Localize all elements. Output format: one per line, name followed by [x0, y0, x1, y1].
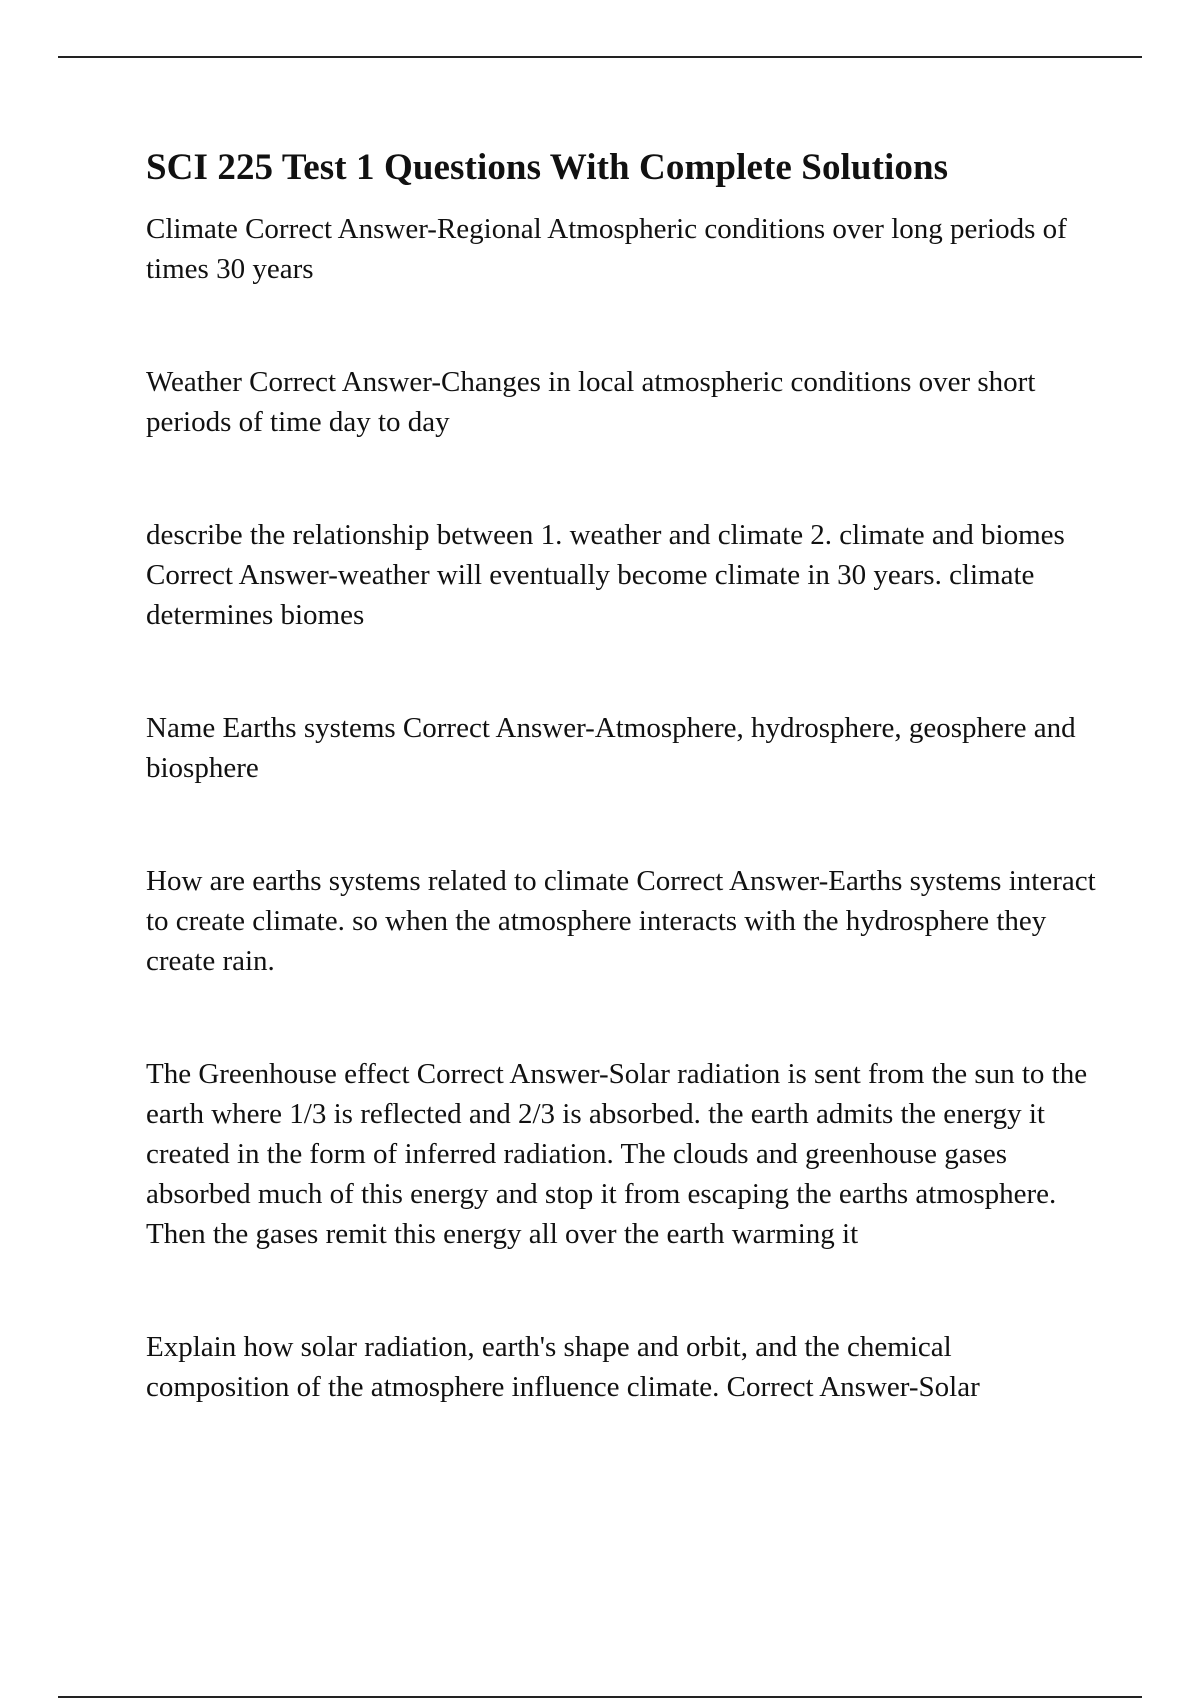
footer-rule [58, 1696, 1142, 1698]
qa-item-greenhouse-effect: The Greenhouse effect Correct Answer-Solar radiation is sent from the sun to the earth where 1/3 is reflected and 2/3 is absorbed. the earth admits the energy it created in the form of inferred radiation. The clouds and greenhouse gases absorbed much of this energy and stop it from escaping the earths atmosphere. Then the gases remit this energy all over the earth warming it [146, 1058, 1088, 1250]
document-title: SCI 225 Test 1 Questions With Complete Solutions [146, 147, 949, 188]
qa-item-weather: Weather Correct Answer-Changes in local atmospheric conditions over short periods of time day to day [146, 366, 1036, 438]
qa-list [146, 209, 1096, 1407]
qa-item-systems-and-climate: How are earths systems related to climate Correct Answer-Earths systems interact to create climate. so when the atmosphere interacts with the hydrosphere they create rain. [146, 865, 1096, 977]
qa-item-climate-influences: Explain how solar radiation, earth's shape and orbit, and the chemical composition of the atmosphere influence climate. Correct Answer-Solar [146, 1331, 980, 1403]
qa-item-climate: Climate Correct Answer-Regional Atmospheric conditions over long periods of times 30 years [146, 213, 1067, 285]
qa-item-earth-systems: Name Earths systems Correct Answer-Atmosphere, hydrosphere, geosphere and biosphere [146, 712, 1076, 784]
qa-item-weather-climate-relationship: describe the relationship between 1. weather and climate 2. climate and biomes Correct Answer-weather will eventually become climate in 30 years. climate determines biomes [146, 519, 1065, 631]
header-rule [58, 56, 1142, 58]
